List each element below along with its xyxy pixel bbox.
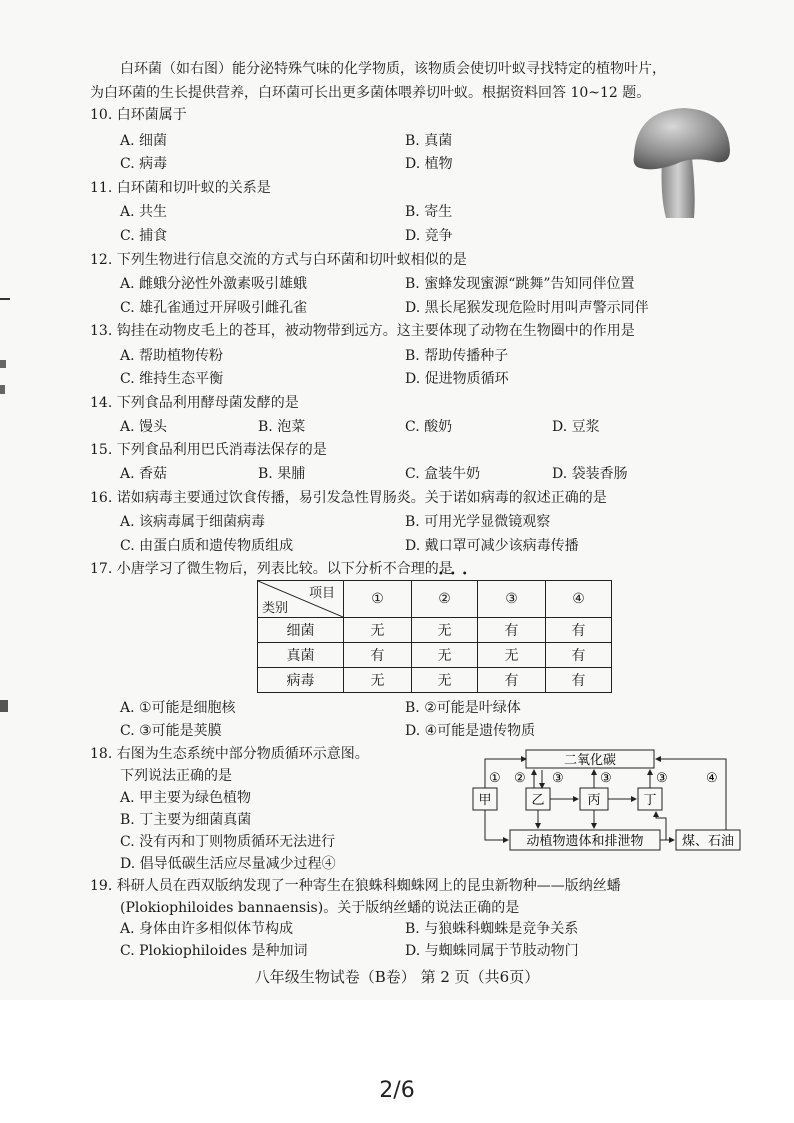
question-19-stem-2: (Plokiophiloides bannaensis)。关于版纳丝蟠的说法正确的是 — [120, 900, 520, 916]
table-cell: 有 — [546, 643, 612, 668]
question-10-option-b: B. 真菌 — [405, 133, 453, 149]
question-14-option-a: A. 馒头 — [120, 419, 168, 435]
ding-label: 丁 — [643, 793, 657, 808]
question-13-stem: 13. 钩挂在动物皮毛上的苍耳，被动物带到远方。这主要体现了动物在生物圈中的作用是 — [90, 323, 635, 339]
co2-label: 二氧化碳 — [563, 753, 617, 768]
question-11-stem: 11. 白环菌和切叶蚁的关系是 — [90, 180, 271, 196]
question-12-option-b: B. 蜜蜂发现蜜源“跳舞”告知同伴位置 — [405, 276, 635, 292]
question-15-stem: 15. 下列食品利用巴氏消毒法保存的是 — [90, 442, 327, 458]
table-cell: 无 — [478, 643, 546, 668]
question-18-option-b: B. 丁主要为细菌真菌 — [120, 812, 252, 828]
question-19-option-d: D. 与蜘蛛同属于节肢动物门 — [405, 943, 579, 959]
question-16-option-b: B. 可用光学显微镜观察 — [405, 514, 551, 530]
question-16-option-d: D. 戴口罩可减少该病毒传播 — [405, 538, 579, 554]
white-ring-fungus-image — [632, 106, 732, 222]
table-cell: 无 — [412, 668, 478, 693]
question-10-stem: 10. 白环菌属于 — [90, 107, 187, 123]
intro-line-1: 白环菌（如右图）能分泌特殊气味的化学物质，该物质会使切叶蚁寻找特定的植物叶片， — [120, 61, 666, 77]
table-cell: 有 — [478, 618, 546, 643]
corner-bottom-label: 类别 — [262, 601, 289, 616]
remains-label: 动植物遗体和排泄物 — [526, 834, 644, 849]
table-cell: 有 — [478, 668, 546, 693]
question-17-option-d: D. ④可能是遗传物质 — [405, 723, 536, 739]
question-16-option-a: A. 该病毒属于细菌病毒 — [120, 514, 266, 530]
question-15-option-a: A. 香菇 — [120, 466, 168, 482]
question-18-option-a: A. 甲主要为绿色植物 — [120, 790, 252, 806]
process-3a-label: ③ — [552, 771, 564, 786]
table-cell: 无 — [344, 668, 412, 693]
process-2-label: ② — [514, 771, 526, 786]
question-13-option-b: B. 帮助传播种子 — [405, 348, 509, 364]
page-number: 2/6 — [379, 1078, 415, 1103]
fossil-label: 煤、石油 — [681, 834, 735, 849]
table-cell: 有 — [344, 643, 412, 668]
table-row — [258, 618, 612, 643]
question-12-option-d: D. 黑长尾猴发现危险时用叫声警示同伴 — [405, 300, 649, 316]
question-17-option-c: C. ③可能是荚膜 — [120, 723, 222, 739]
question-17-option-b: B. ②可能是叶绿体 — [405, 700, 521, 716]
question-19-option-c: C. Plokiophiloides 是种加词 — [120, 943, 308, 959]
question-14-stem: 14. 下列食品利用酵母菌发酵的是 — [90, 395, 299, 411]
process-1-label: ① — [489, 771, 501, 786]
question-14-option-b: B. 泡菜 — [258, 419, 306, 435]
question-11-option-c: C. 捕食 — [120, 228, 168, 244]
question-15-option-c: C. 盒装牛奶 — [405, 466, 481, 482]
table-cell: 有 — [546, 618, 612, 643]
question-18-stem: 18. 右图为生态系统中部分物质循环示意图。 — [90, 746, 369, 762]
corner-top-label: 项目 — [308, 586, 335, 601]
question-13-option-a: A. 帮助植物传粉 — [120, 348, 224, 364]
process-3c-label: ③ — [656, 771, 668, 786]
table-header: ② — [412, 581, 478, 618]
emphasis-dots: ••• — [438, 569, 474, 580]
carbon-cycle-diagram — [470, 748, 745, 854]
table-corner-cell — [258, 581, 344, 618]
table-cell: 无 — [344, 618, 412, 643]
question-18-stem-2: 下列说法正确的是 — [120, 768, 232, 784]
scan-mark — [0, 700, 8, 712]
table-cell: 无 — [412, 643, 478, 668]
question-19-stem: 19. 科研人员在西双版纳发现了一种寄生在狼蛛科蜘蛛网上的昆虫新物种——版纳丝蟠 — [90, 878, 621, 894]
table-row-label: 细菌 — [258, 618, 344, 643]
scan-mark — [0, 385, 5, 394]
table-header: ④ — [546, 581, 612, 618]
table-row-label: 病毒 — [258, 668, 344, 693]
question-11-option-b: B. 寄生 — [405, 204, 453, 220]
table-header: ① — [344, 581, 412, 618]
jia-label: 甲 — [478, 793, 492, 808]
table-cell: 有 — [546, 668, 612, 693]
question-11-option-d: D. 竞争 — [405, 228, 453, 244]
question-15-option-b: B. 果脯 — [258, 466, 306, 482]
question-15-option-d: D. 袋装香肠 — [552, 466, 628, 482]
process-3b-label: ③ — [600, 771, 612, 786]
table-row-label: 真菌 — [258, 643, 344, 668]
question-16-stem: 16. 诺如病毒主要通过饮食传播，易引发急性胃肠炎。关于诺如病毒的叙述正确的是 — [90, 490, 607, 506]
question-13-option-d: D. 促进物质循环 — [405, 371, 509, 387]
question-11-option-a: A. 共生 — [120, 204, 168, 220]
scan-mark — [0, 360, 6, 368]
yi-label: 乙 — [531, 793, 545, 808]
question-14-option-d: D. 豆浆 — [552, 419, 600, 435]
table-row — [258, 668, 612, 693]
process-4-label: ④ — [706, 771, 718, 786]
question-12-option-a: A. 雌蛾分泌性外激素吸引雄蛾 — [120, 276, 308, 292]
question-10-option-d: D. 植物 — [405, 156, 453, 172]
table-row — [258, 643, 612, 668]
question-12-stem: 12. 下列生物进行信息交流的方式与白环菌和切叶蚁相似的是 — [90, 252, 467, 268]
question-19-option-b: B. 与狼蛛科蜘蛛是竞争关系 — [405, 921, 579, 937]
intro-line-2: 为白环菌的生长提供营养，白环菌可长出更多菌体喂养切叶蚁。根据资料回答 10~12 题。 — [90, 85, 651, 101]
question-18-option-d: D. 倡导低碳生活应尽量减少过程④ — [120, 856, 336, 872]
exam-footer: 八年级生物试卷（B卷） 第 2 页（共6页） — [254, 968, 540, 986]
question-19-option-a: A. 身体由许多相似体节构成 — [120, 921, 294, 937]
bing-label: 丙 — [587, 793, 601, 808]
scan-mark — [0, 298, 10, 300]
question-10-option-a: A. 细菌 — [120, 133, 168, 149]
question-18-option-c: C. 没有丙和丁则物质循环无法进行 — [120, 834, 336, 850]
question-17-option-a: A. ①可能是细胞核 — [120, 700, 236, 716]
comparison-table — [257, 580, 612, 693]
table-header: ③ — [478, 581, 546, 618]
question-13-option-c: C. 维持生态平衡 — [120, 371, 224, 387]
question-10-option-c: C. 病毒 — [120, 156, 168, 172]
question-16-option-c: C. 由蛋白质和遗传物质组成 — [120, 538, 294, 554]
question-12-option-c: C. 雄孔雀通过开屏吸引雌孔雀 — [120, 300, 308, 316]
table-cell: 无 — [412, 618, 478, 643]
question-14-option-c: C. 酸奶 — [405, 419, 453, 435]
question-17-stem: 17. 小唐学习了微生物后，列表比较。以下分析不合理的是 — [90, 561, 453, 577]
